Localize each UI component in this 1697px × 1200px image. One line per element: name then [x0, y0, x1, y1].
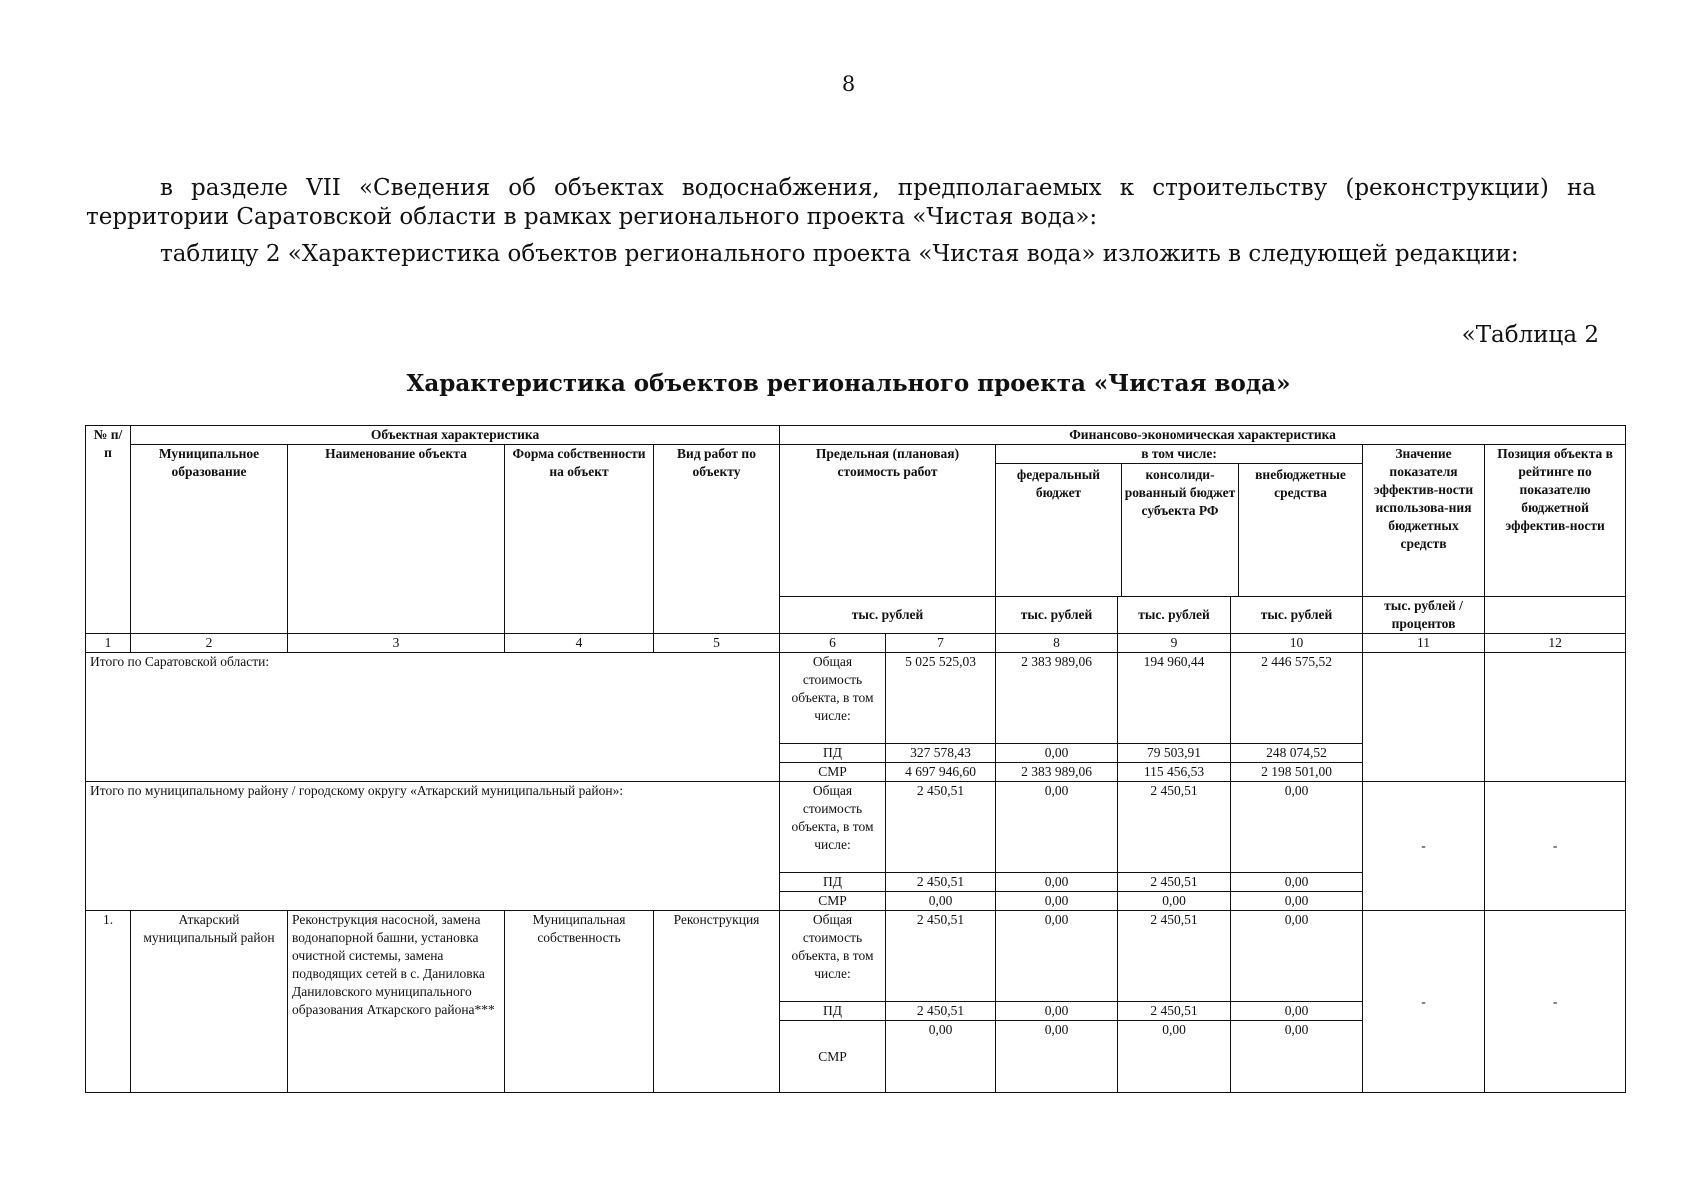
- row-label-smr: СМР: [780, 763, 886, 782]
- intro-paragraph: в разделе VII «Сведения об объектах водоснабжения, предполагаемых к строительству (реконструкции) на территории Саратовской области в рамках регионального проекта «Чистая вода»:: [86, 175, 1596, 230]
- section-total-row: [86, 653, 1626, 744]
- value-federal: 0,00: [996, 892, 1118, 911]
- value-federal: 2 383 989,06: [996, 653, 1118, 744]
- value-federal: 0,00: [996, 873, 1118, 892]
- value-rating: -: [1485, 782, 1626, 911]
- value-consolidated: 2 450,51: [1118, 782, 1231, 873]
- intro-instruction: таблицу 2 «Характеристика объектов регионального проекта «Чистая вода» изложить в следующей редакции:: [160, 241, 1519, 267]
- value-consolidated: 79 503,91: [1118, 744, 1231, 763]
- value-consolidated: 0,00: [1118, 892, 1231, 911]
- value-federal: 2 383 989,06: [996, 763, 1118, 782]
- value-cost: 0,00: [886, 892, 996, 911]
- header-offbudget: внебюджетные средства: [1255, 467, 1346, 500]
- col-number: 6: [780, 634, 886, 653]
- header-num: № п/п: [86, 426, 131, 634]
- section-total-row: [86, 782, 1626, 873]
- value-consolidated: 0,00: [1118, 1021, 1231, 1093]
- section-title: Итого по муниципальному району / городскому округу «Аткарский муниципальный район»:: [86, 782, 780, 911]
- value-federal: 0,00: [996, 1002, 1118, 1021]
- col-number: 8: [996, 634, 1118, 653]
- row-label-smr: СМР: [780, 1021, 886, 1093]
- col-number: 3: [288, 634, 505, 653]
- unit-efficiency: тыс. рублей / процентов: [1363, 597, 1485, 634]
- objects-table: [85, 425, 1626, 1093]
- col-number: 5: [654, 634, 780, 653]
- row-label-pd: ПД: [780, 744, 886, 763]
- value-cost: 2 450,51: [886, 873, 996, 892]
- object-municipality: Аткарский муниципальный район: [131, 911, 288, 1093]
- header-consolidated: консолиди-рованный бюджет субъекта РФ: [1122, 464, 1239, 596]
- header-efficiency: Значение показателя эффектив-ности использова-ния бюджетных средств: [1363, 445, 1485, 597]
- value-efficiency: -: [1363, 911, 1485, 1093]
- value-federal: 0,00: [996, 782, 1118, 873]
- value-offbudget: 0,00: [1231, 1002, 1363, 1021]
- value-consolidated: 2 450,51: [1118, 1002, 1231, 1021]
- value-offbudget: 0,00: [1231, 873, 1363, 892]
- value-rating: [1485, 653, 1626, 782]
- value-federal: 0,00: [996, 744, 1118, 763]
- value-cost: 5 025 525,03: [886, 653, 996, 744]
- col-number: 7: [886, 634, 996, 653]
- value-rating: -: [1485, 911, 1626, 1093]
- object-total-row: [86, 911, 1626, 1002]
- header-financial-characteristic: Финансово-экономическая характеристика: [780, 426, 1626, 445]
- object-name: Реконструкция насосной, замена водонапорной башни, установка очистной системы, замена подводящих сетей в с. Даниловка Даниловского муниципального образования Аткарского района***: [288, 911, 505, 1093]
- value-cost: 327 578,43: [886, 744, 996, 763]
- value-offbudget: 0,00: [1231, 892, 1363, 911]
- row-label-pd: ПД: [780, 873, 886, 892]
- unit-offbudget: тыс. рублей: [1231, 597, 1363, 634]
- header-object-name: Наименование объекта: [288, 445, 505, 634]
- unit-cost: тыс. рублей: [780, 597, 996, 634]
- header-municipality: Муниципальное образование: [131, 445, 288, 634]
- row-label-total: Общая стоимость объекта, в том числе:: [780, 653, 886, 744]
- header-federal: федеральный бюджет: [996, 464, 1122, 596]
- header-object-characteristic: Объектная характеристика: [131, 426, 780, 445]
- value-offbudget: 0,00: [1231, 1021, 1363, 1093]
- header-cost: Предельная (плановая) стоимость работ: [780, 445, 996, 597]
- value-cost: 2 450,51: [886, 911, 996, 1002]
- value-consolidated: 115 456,53: [1118, 763, 1231, 782]
- value-efficiency: [1363, 653, 1485, 782]
- value-cost: 0,00: [886, 1021, 996, 1093]
- header-including-block: [996, 445, 1363, 597]
- value-federal: 0,00: [996, 1021, 1118, 1093]
- value-cost: 2 450,51: [886, 1002, 996, 1021]
- row-label-pd: ПД: [780, 1002, 886, 1021]
- header-including: в том числе:: [996, 445, 1362, 464]
- col-number: 9: [1118, 634, 1231, 653]
- unit-rating: [1485, 597, 1626, 634]
- col-number: 10: [1231, 634, 1363, 653]
- value-offbudget: 2 198 501,00: [1231, 763, 1363, 782]
- table-title: Характеристика объектов регионального проекта «Чистая вода»: [406, 370, 1291, 397]
- value-offbudget: 0,00: [1231, 911, 1363, 1002]
- col-number: 1: [86, 634, 131, 653]
- unit-federal: тыс. рублей: [996, 597, 1118, 634]
- value-cost: 2 450,51: [886, 782, 996, 873]
- row-label-total: Общая стоимость объекта, в том числе:: [780, 911, 886, 1002]
- column-numbers-row: [86, 634, 1626, 653]
- object-number: 1.: [86, 911, 131, 1093]
- page-number: 8: [841, 72, 856, 96]
- row-label-total: Общая стоимость объекта, в том числе:: [780, 782, 886, 873]
- col-number: 2: [131, 634, 288, 653]
- section-title: Итого по Саратовской области:: [86, 653, 780, 782]
- unit-consolidated: тыс. рублей: [1118, 597, 1231, 634]
- value-offbudget: 2 446 575,52: [1231, 653, 1363, 744]
- value-offbudget: 0,00: [1231, 782, 1363, 873]
- header-work-type: Вид работ по объекту: [654, 445, 780, 634]
- object-ownership: Муниципальная собственность: [505, 911, 654, 1093]
- value-consolidated: 2 450,51: [1118, 911, 1231, 1002]
- value-cost: 4 697 946,60: [886, 763, 996, 782]
- header-row-groups: [86, 426, 1626, 445]
- header-row-columns: [86, 445, 1626, 597]
- header-ownership: Форма собственности на объект: [505, 445, 654, 634]
- object-work-type: Реконструкция: [654, 911, 780, 1093]
- table-label: «Таблица 2: [1461, 322, 1599, 348]
- row-label-smr: СМР: [780, 892, 886, 911]
- value-federal: 0,00: [996, 911, 1118, 1002]
- col-number: 12: [1485, 634, 1626, 653]
- value-consolidated: 2 450,51: [1118, 873, 1231, 892]
- value-offbudget: 248 074,52: [1231, 744, 1363, 763]
- value-efficiency: -: [1363, 782, 1485, 911]
- col-number: 11: [1363, 634, 1485, 653]
- col-number: 4: [505, 634, 654, 653]
- header-rating: Позиция объекта в рейтинге по показателю бюджетной эффектив-ности: [1485, 445, 1626, 597]
- value-consolidated: 194 960,44: [1118, 653, 1231, 744]
